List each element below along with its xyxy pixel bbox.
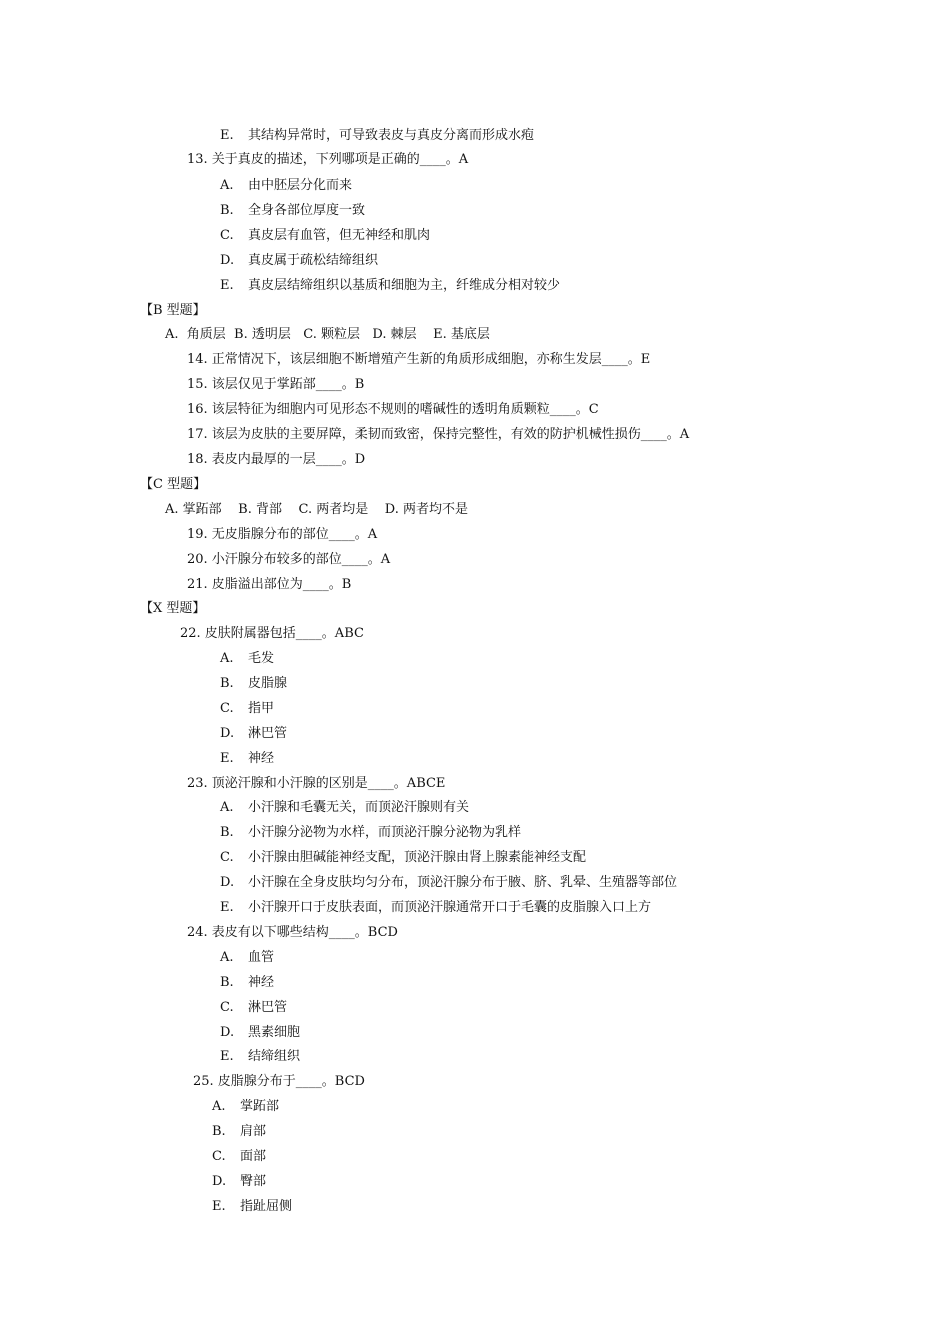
option-letter: E.: [220, 1049, 234, 1064]
answer-option: [220, 277, 560, 295]
section-header: 【C 型题】: [140, 477, 207, 492]
question-text: 14. 正常情况下，该层细胞不断增殖产生新的角质形成细胞，亦称生发层____。E: [187, 352, 651, 367]
answer-option: [212, 1198, 292, 1216]
option-letter: E.: [212, 1199, 226, 1214]
option-letter: C.: [220, 228, 234, 243]
question-text: 25. 皮脂腺分布于____。BCD: [193, 1074, 365, 1089]
option-letter: D.: [220, 1025, 235, 1040]
answer-option: [220, 202, 365, 220]
option-letter: E.: [220, 128, 234, 143]
option-text: 淋巴管: [248, 726, 288, 741]
section-header: 【X 型题】: [140, 601, 206, 616]
answer-option: [220, 700, 274, 718]
option-letter: D.: [212, 1174, 227, 1189]
option-letter: A.: [212, 1099, 226, 1114]
option-text: 毛发: [248, 651, 275, 666]
option-text: 全身各部位厚度一致: [248, 203, 366, 218]
option-text: 小汗腺在全身皮肤均匀分布，顶泌汗腺分布于腋、脐、乳晕、生殖器等部位: [248, 875, 678, 890]
option-letter: B.: [220, 825, 234, 840]
option-letter: D.: [220, 726, 235, 741]
answer-option: [220, 1024, 300, 1042]
option-letter: A.: [220, 800, 234, 815]
option-letter: B.: [220, 676, 234, 691]
question-text: 13. 关于真皮的描述，下列哪项是正确的____。A: [187, 152, 469, 167]
option-text: 结缔组织: [248, 1049, 301, 1064]
option-text: 小汗腺和毛囊无关，而顶泌汗腺则有关: [248, 800, 470, 815]
option-text: 真皮层结缔组织以基质和细胞为主，纤维成分相对较少: [248, 278, 561, 293]
answer-option: [220, 750, 274, 768]
question-text: 20. 小汗腺分布较多的部位____。A: [187, 552, 391, 567]
option-text: 真皮属于疏松结缔组织: [248, 253, 379, 268]
answer-option: [212, 1173, 266, 1191]
answer-option: [220, 725, 287, 743]
question-text: 19. 无皮脂腺分布的部位____。A: [187, 527, 378, 542]
option-letter: C.: [220, 701, 234, 716]
answer-option: [212, 1098, 279, 1116]
option-letter: C.: [212, 1149, 226, 1164]
option-text: 小汗腺分泌物为水样，而顶泌汗腺分泌物为乳样: [248, 825, 522, 840]
answer-option: [220, 999, 287, 1017]
question-text: 15. 该层仅见于掌跖部____。B: [187, 377, 365, 392]
answer-option: [220, 650, 274, 668]
shared-choices: A. 角质层 B. 透明层 C. 颗粒层 D. 棘层 E. 基底层: [165, 327, 490, 342]
option-text: 掌跖部: [240, 1099, 280, 1114]
answer-option: [220, 874, 677, 892]
option-letter: B.: [220, 203, 234, 218]
question-text: 22. 皮肤附属器包括____。ABC: [180, 626, 364, 641]
option-letter: A.: [220, 178, 234, 193]
option-text: 皮脂腺: [248, 676, 288, 691]
option-text: 血管: [248, 950, 275, 965]
answer-option: [220, 899, 651, 917]
answer-option: [220, 127, 534, 145]
option-text: 神经: [248, 975, 275, 990]
option-letter: A.: [220, 950, 234, 965]
answer-option: [220, 799, 469, 817]
answer-option: [212, 1148, 266, 1166]
answer-option: [220, 252, 378, 270]
answer-option: [220, 974, 274, 992]
option-letter: E.: [220, 900, 234, 915]
question-text: 17. 该层为皮肤的主要屏障，柔韧而致密，保持完整性，有效的防护机械性损伤____。A: [187, 427, 690, 442]
option-letter: C.: [220, 1000, 234, 1015]
option-text: 其结构异常时，可导致表皮与真皮分离而形成水疱: [248, 128, 535, 143]
option-text: 淋巴管: [248, 1000, 288, 1015]
option-letter: C.: [220, 850, 234, 865]
question-text: 21. 皮脂溢出部位为____。B: [187, 577, 352, 592]
option-letter: E.: [220, 278, 234, 293]
option-text: 神经: [248, 751, 275, 766]
option-letter: A.: [220, 651, 234, 666]
option-text: 面部: [240, 1149, 267, 1164]
answer-option: [220, 177, 352, 195]
option-text: 黑素细胞: [248, 1025, 301, 1040]
option-text: 小汗腺开口于皮肤表面，而顶泌汗腺通常开口于毛囊的皮脂腺入口上方: [248, 900, 652, 915]
section-header: 【B 型题】: [140, 303, 206, 318]
option-letter: D.: [220, 253, 235, 268]
option-text: 臀部: [240, 1174, 267, 1189]
answer-option: [220, 849, 586, 867]
option-letter: B.: [212, 1124, 226, 1139]
answer-option: [212, 1123, 266, 1141]
option-text: 指趾屈侧: [240, 1199, 293, 1214]
answer-option: [220, 227, 430, 245]
question-text: 23. 顶泌汗腺和小汗腺的区别是____。ABCE: [187, 776, 446, 791]
shared-choices: A. 掌跖部 B. 背部 C. 两者均是 D. 两者均不是: [165, 502, 469, 517]
question-text: 16. 该层特征为细胞内可见形态不规则的嗜碱性的透明角质颗粒____。C: [187, 402, 599, 417]
question-text: 18. 表皮内最厚的一层____。D: [187, 452, 366, 467]
answer-option: [220, 675, 287, 693]
option-text: 小汗腺由胆碱能神经支配，顶泌汗腺由肾上腺素能神经支配: [248, 850, 587, 865]
option-text: 真皮层有血管，但无神经和肌肉: [248, 228, 431, 243]
answer-option: [220, 824, 521, 842]
question-text: 24. 表皮有以下哪些结构____。BCD: [187, 925, 398, 940]
answer-option: [220, 1048, 300, 1066]
answer-option: [220, 949, 274, 967]
option-letter: D.: [220, 875, 235, 890]
option-text: 指甲: [248, 701, 275, 716]
option-letter: E.: [220, 751, 234, 766]
option-letter: B.: [220, 975, 234, 990]
option-text: 肩部: [240, 1124, 267, 1139]
option-text: 由中胚层分化而来: [248, 178, 353, 193]
